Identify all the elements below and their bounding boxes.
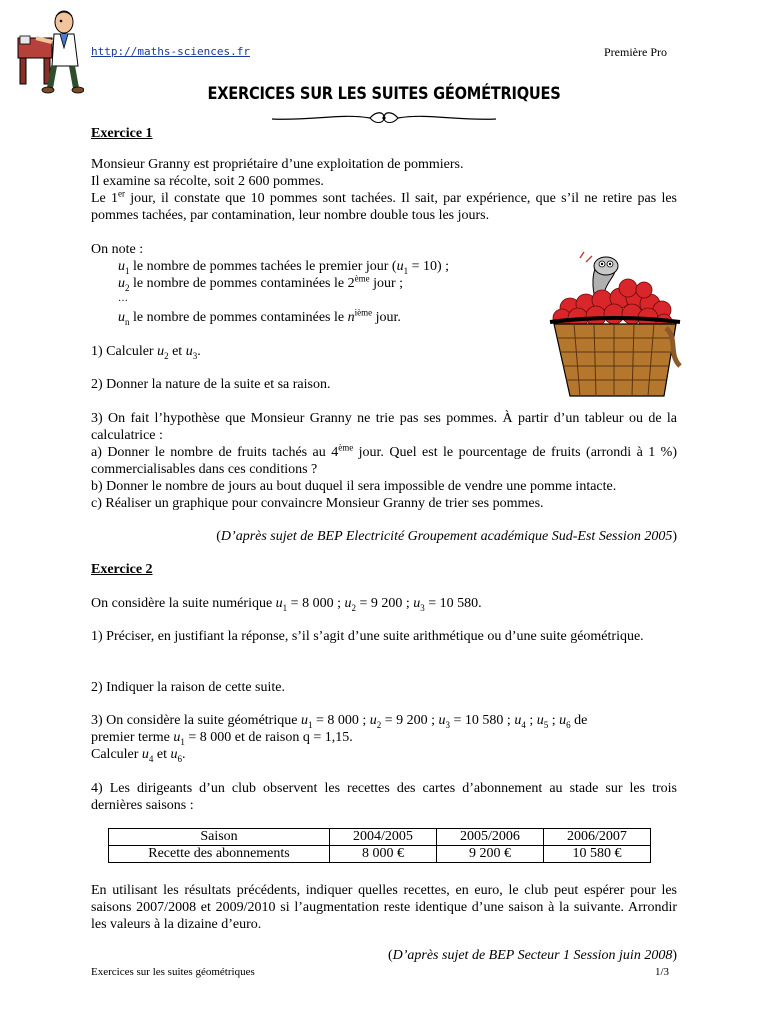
ex2-intro: On considère la suite numérique $u_1 = 8$ 000 ; $u_2 = 9$ 200 ; $u_3 = 10$ 580. <box>91 596 482 613</box>
table-cell: 2005/2006 <box>437 829 544 846</box>
page-number: 1/3 <box>655 966 670 978</box>
ex2-source: (D’après sujet de BEP Secteur 1 Session juin 2008) <box>387 948 677 963</box>
ex1-question-2: 2) Donner la nature de la suite et sa raison. <box>91 377 331 392</box>
ex1-paragraph-line-2: Il examine sa récolte, soit 2 600 pommes. <box>91 174 324 189</box>
table-cell: Recette des abonnements <box>109 846 330 863</box>
table-cell: 2006/2007 <box>544 829 651 846</box>
ex1-def-ellipsis: … <box>118 293 128 304</box>
table-cell: 8 000 € <box>330 846 437 863</box>
revenue-table <box>108 828 651 863</box>
table-cell: Saison <box>109 829 330 846</box>
table-row <box>109 846 651 863</box>
table-cell: 2004/2005 <box>330 829 437 846</box>
ex2-question-3-line-2: premier terme $u_1 = 8$ 000 et de raison q = 1,15. <box>91 730 353 747</box>
ex2-question-1: 1) Préciser, en justifiant la réponse, s’il s’agit d’une suite arithmétique ou d’une suite géométrique. <box>91 629 644 644</box>
ex1-question-3a: a) Donner le nombre de fruits tachés au 4ème jour. Quel est le pourcentage de fruits (arrondi à 1 %) commercialisables dans ces conditions ? <box>91 442 677 477</box>
ex2-question-5: En utilisant les résultats précédents, indiquer quelles recettes, en euro, le club peut espérer pour les saisons 2007/2008 et 2009/2010 si l’augmentation reste identique d’une saison à la suivante. Arrondir les valeurs à la dizaine d’euro. <box>91 883 677 932</box>
ex2-question-2: 2) Indiquer la raison de cette suite. <box>91 680 285 695</box>
page-title: EXERCICES SUR LES SUITES GÉOMÉTRIQUES <box>207 84 561 104</box>
ex2-question-3-line-1: 3) On considère la suite géométrique $u_1 = 8$ 000 ; $u_2 = 9$ 200 ; $u_3 = 10$ 580 ; $u_4$ ; $u_5$ ; $u_6$ de <box>91 713 588 730</box>
ex1-def-un: $u_n$ le nombre de pommes contaminées le $n^{ième}$ jour. <box>118 307 401 327</box>
table-cell: 9 200 € <box>437 846 544 863</box>
ex1-source: (D’après sujet de BEP Electricité Groupement académique Sud-Est Session 2005) <box>216 529 677 544</box>
ex1-paragraph-line-3: Le 1er jour, il constate que 10 pommes sont tachées. Il sait, par expérience, que s’il ne retire pas les pommes tachées, par contamination, leur nombre double tous les jours. <box>91 188 677 223</box>
ex1-paragraph-line-1: Monsieur Granny est propriétaire d’une exploitation de pommiers. <box>91 157 464 172</box>
ex1-question-1: 1) Calculer $u_2$ et $u_3$. <box>91 344 201 361</box>
ex1-note-label: On note : <box>91 242 144 257</box>
ex1-def-u2: $u_2$ le nombre de pommes contaminées le 2ème jour ; <box>118 273 404 293</box>
ex1-question-3: 3) On fait l’hypothèse que Monsieur Granny ne trie pas ses pommes. À partir d’un tableur ou de la calculatrice : <box>91 411 677 443</box>
exercise-2-title: Exercice 2 <box>91 562 153 577</box>
ex2-question-3-line-3: Calculer $u_4$ et $u_6$. <box>91 747 186 764</box>
ex2-question-4: 4) Les dirigeants d’un club observent les recettes des cartes d’abonnement au stade sur les trois dernières saisons : <box>91 781 677 813</box>
ex1-question-3b: b) Donner le nombre de jours au bout duquel il sera impossible de vendre une pomme intacte. <box>91 479 617 494</box>
exercise-1-title: Exercice 1 <box>91 126 153 141</box>
footer-title: Exercices sur les suites géométriques <box>91 966 255 978</box>
table-header-row <box>109 829 651 846</box>
ex1-def-u1: $u_1$ le nombre de pommes tachées le premier jour $(u_1 = 10)$ ; <box>118 259 450 276</box>
table-cell: 10 580 € <box>544 846 651 863</box>
teacher-logo-icon <box>14 8 84 96</box>
ex1-question-3c: c) Réaliser un graphique pour convaincre Monsieur Granny de trier ses pommes. <box>91 496 544 511</box>
level-label: Première Pro <box>604 45 667 59</box>
site-link[interactable]: http://maths-sciences.fr <box>91 45 250 58</box>
